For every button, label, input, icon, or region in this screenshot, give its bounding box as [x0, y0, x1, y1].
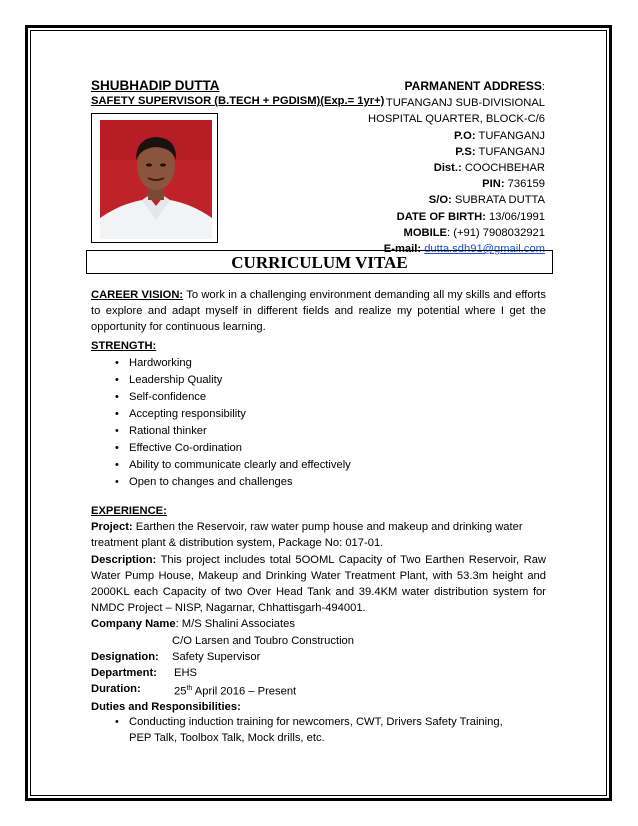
po-label: P.O: — [454, 129, 476, 142]
experience-section: EXPERIENCE: Project: Earthen the Reservoir, raw water pump house and makeup and drinking water treatment plant & distribution system, Package No: 017-01. Description: This project includes total 5OOML Capacity of Two Earthen Reservoir, Raw Water Pump House, Makeup and Drinking Water Treatment Plant, with 53.3m height and 2000KL each Capacity of two Over Head Tank and 39.4KM water distribution system for NMDC Project – NISP, Nagarnar, Chhattisgarh-494001. Company Name: M/S Shalini Associates C/O Larsen and Toubro Construction Designation: Safety Supervisor Department: EHS Duration: 25th April 2016 – Present — [91, 503, 546, 700]
list-item: • Leadership Quality — [91, 372, 546, 389]
mobile-value: (+91) 7908032921 — [453, 226, 545, 239]
pin-label: PIN: — [482, 178, 505, 191]
list-item: • Open to changes and challenges — [91, 474, 546, 491]
company-label: Company Name — [91, 618, 176, 631]
duration-label: Duration: — [91, 683, 141, 696]
project-label: Project: — [91, 521, 133, 534]
address-line-2: HOSPITAL QUARTER, BLOCK-C/6 — [368, 113, 545, 126]
email-label: E-mail: — [383, 243, 422, 256]
description-label: Description: — [91, 553, 157, 566]
list-item: • Conducting induction training for newcomers, CWT, Drivers Safety Training, PEP Talk, Toolbox Talk, Mock drills, etc. — [91, 715, 546, 746]
department-label: Department: — [91, 667, 157, 680]
dist-value: COOCHBEHAR — [464, 162, 545, 175]
list-item: • Ability to communicate clearly and effectively — [91, 457, 546, 474]
address-heading: PARMANENT ADDRESS — [404, 79, 542, 93]
company-line-2: C/O Larsen and Toubro Construction — [172, 634, 355, 647]
candidate-name: SHUBHADIP DUTTA — [91, 78, 220, 93]
project-text: Earthen the Reservoir, raw water pump house and makeup and drinking water treatment plant & distribution system, Package No: 017-01. — [91, 521, 523, 550]
so-label: S/O: — [428, 194, 452, 207]
profile-photo — [100, 120, 212, 239]
dob-label: DATE OF BIRTH: — [396, 210, 486, 223]
designation-label: Designation: — [91, 650, 159, 663]
strength-section — [91, 338, 546, 490]
permanent-address-block: PARMANENT ADDRESS: TUFANGANJ SUB-DIVISIONAL HOSPITAL QUARTER, BLOCK-C/6 P.O: TUFANGANJ P.S: TUFANGANJ Dist.: COOCHBEHAR PIN: 736159 S/O: SUBRATA DUTTA DATE OF BIRTH: 13/06/1991 MOBILE: (+91) 7908032921 E-mail: dutta.sdh91@gmail.com — [368, 79, 545, 256]
career-vision — [91, 287, 546, 336]
po-value: TUFANGANJ — [478, 129, 545, 142]
cv-title: CURRICULUM VITAE — [86, 250, 553, 274]
career-vision-label: CAREER VISION: — [91, 289, 184, 301]
strength-label: STRENGTH: — [91, 340, 157, 352]
duties-list — [91, 715, 546, 746]
email-link[interactable]: dutta.sdh91@gmail.com — [424, 243, 545, 256]
ps-label: P.S: — [455, 145, 476, 158]
mobile-label: MOBILE — [403, 226, 448, 239]
list-item: • Accepting responsibility — [91, 406, 546, 423]
description-text: This project includes total 5OOML Capacity of Two Earthen Reservoir, Raw Water Pump House, Makeup and Drinking Water Treatment Plant, with 53.3m height and 2000KL each Capacity of two Over Head Tank and 39.4KM water distribution system for NMDC Project – NISP, Nagarnar, Chhattisgarh-494001. — [91, 553, 547, 615]
list-item: • Hardworking — [91, 355, 546, 372]
experience-label: EXPERIENCE: — [91, 505, 167, 517]
dist-label: Dist.: — [433, 162, 462, 175]
ps-value: TUFANGANJ — [478, 145, 545, 158]
strength-list — [91, 355, 546, 490]
address-line-1: TUFANGANJ SUB-DIVISIONAL — [385, 97, 545, 110]
department-value: EHS — [174, 667, 198, 680]
duration-value: 25th April 2016 – Present — [174, 685, 297, 698]
career-vision-text: To work in a challenging environment demanding all my skills and efforts to explore and adapt myself in different fields and realize my potential where I get the opportunity for continuous learning. — [91, 289, 547, 334]
pin-value: 736159 — [507, 178, 545, 191]
designation-value: Safety Supervisor — [172, 650, 261, 663]
company-line-1: M/S Shalini Associates — [181, 618, 295, 631]
list-item: • Self-confidence — [91, 389, 546, 406]
list-item: • Effective Co-ordination — [91, 440, 546, 457]
duties-label: Duties and Responsibilities: — [91, 701, 241, 713]
candidate-role: SAFETY SUPERVISOR (B.TECH + PGDISM)(Exp.= 1yr+) — [91, 95, 385, 107]
list-item: • Rational thinker — [91, 423, 546, 440]
dob-value: 13/06/1991 — [489, 210, 545, 223]
duties-section — [91, 699, 546, 746]
photo-frame — [91, 113, 218, 243]
so-value: SUBRATA DUTTA — [454, 194, 545, 207]
